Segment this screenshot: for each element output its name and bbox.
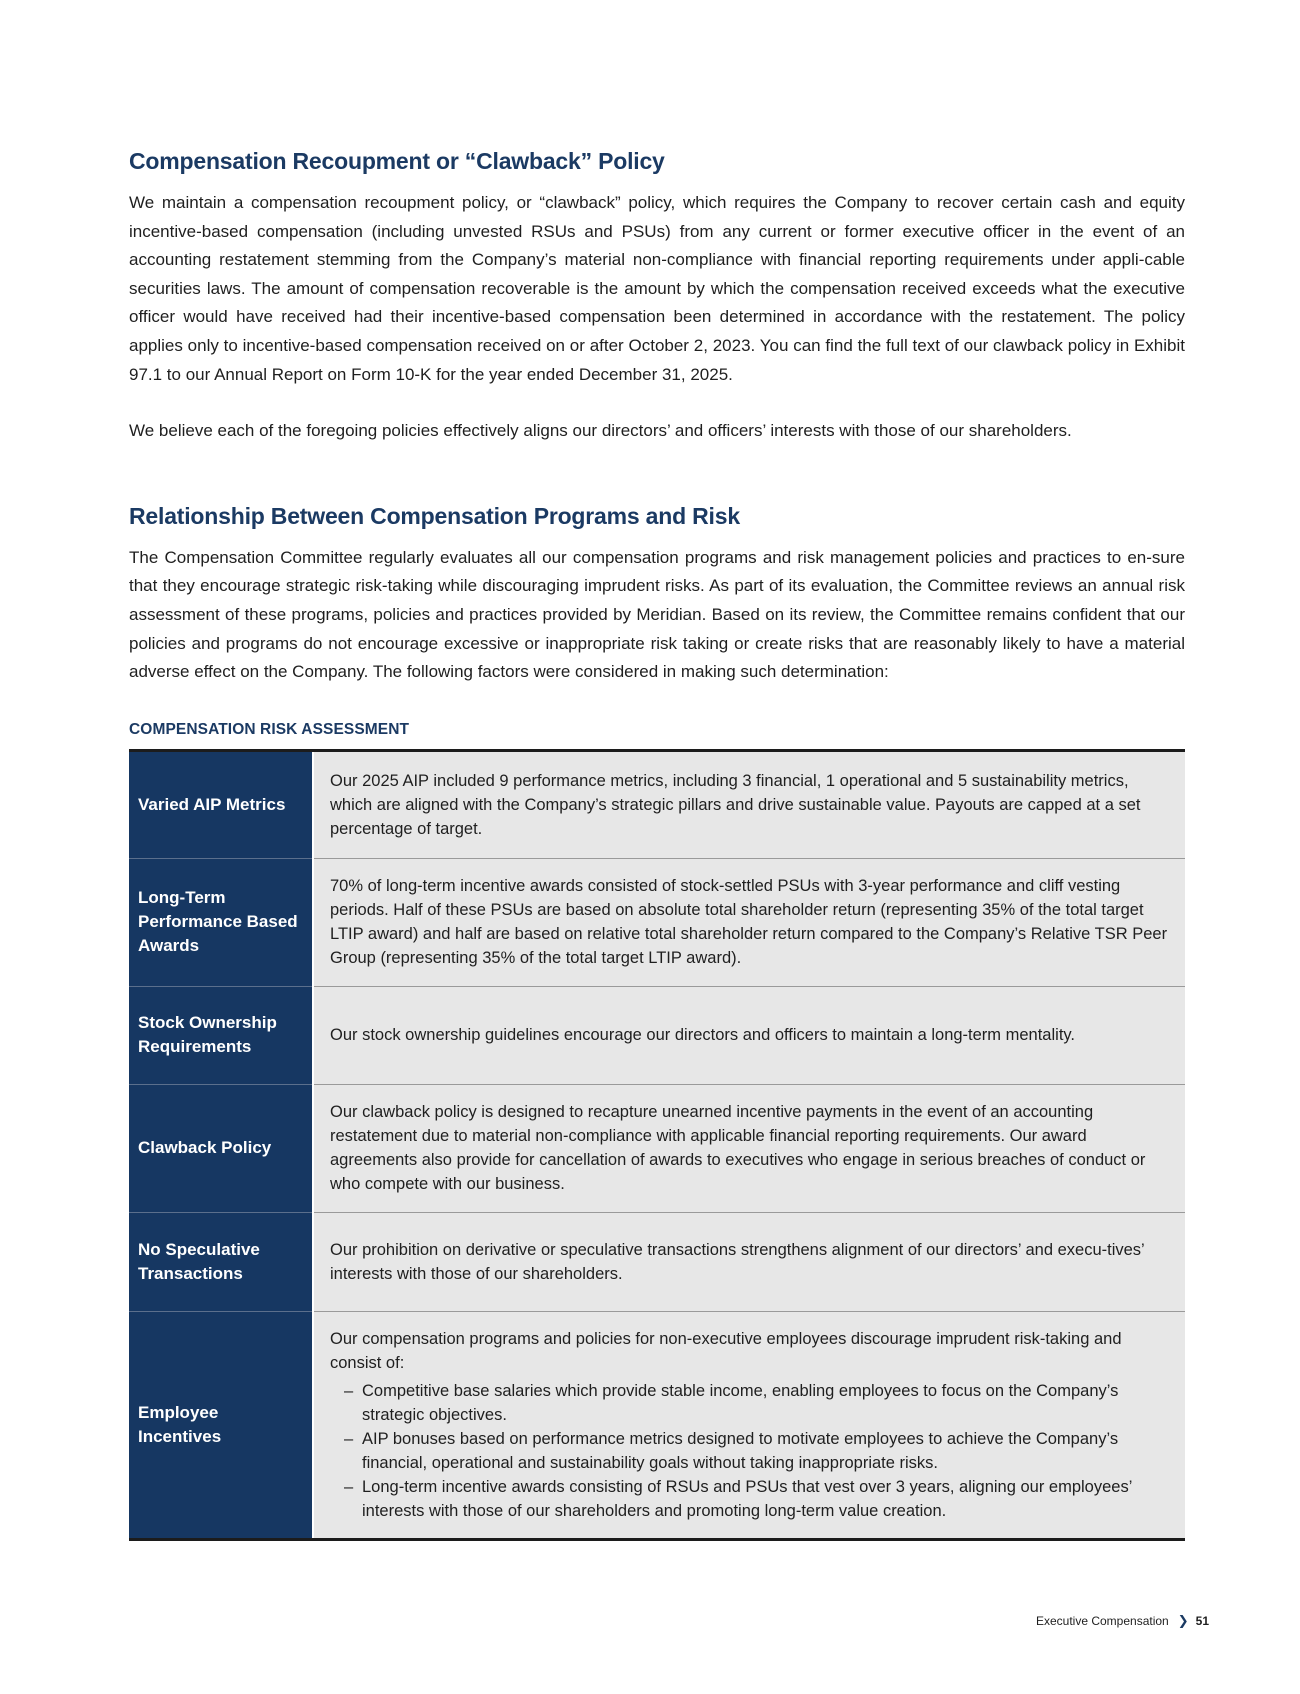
row-label: Varied AIP Metrics (129, 750, 313, 858)
chevron-right-icon: ❯ (1177, 1613, 1189, 1628)
list-item (344, 1379, 1171, 1427)
list-item-text: Competitive base salaries which provide stable income, enabling employees to focus on the Company’s strategic objectives. (362, 1381, 1119, 1424)
row-label: Stock Ownership Requirements (129, 986, 313, 1084)
page-number: 51 (1195, 1614, 1209, 1628)
page-footer (1036, 1613, 1209, 1629)
row-label: No Speculative Transactions (129, 1212, 313, 1311)
employee-incentives-list (330, 1379, 1171, 1523)
list-item (344, 1427, 1171, 1475)
table-row (129, 986, 1185, 1084)
footer-section-name: Executive Compensation (1035, 1614, 1169, 1628)
clawback-policy-heading: Compensation Recoupment or “Clawback” Policy (129, 148, 665, 174)
table-row (129, 750, 1185, 858)
clawback-policy-paragraph: We maintain a compensation recoupment policy, or “clawback” policy, which requires the Company to recover certain cash and equity incentive-based compensation (including unvested RSUs and PSUs) from any current or former executive officer in the event of an accounting restatement stemming from the Company’s material non-compliance with financial reporting requirements under appli-cable securities laws. The amount of compensation recoverable is the amount by which the compensation received exceeds what the executive officer would have received had their incentive-based compensation been determined in accordance with the restatement. The policy applies only to incentive-based compensation received on or after October 2, 2023. You can find the full text of our clawback policy in Exhibit 97.1 to our Annual Report on Form 10-K for the year ended December 31, 2025. (129, 193, 1185, 384)
row-label: Employee Incentives (129, 1311, 313, 1539)
compensation-risk-heading: Relationship Between Compensation Programs and Risk (129, 502, 740, 529)
table-row (129, 1084, 1185, 1212)
dash-bullet: – (344, 1477, 354, 1496)
table-row (129, 1311, 1185, 1539)
row-description: Our stock ownership guidelines encourage our directors and officers to maintain a long-term mentality. (313, 986, 1185, 1084)
page-content (129, 148, 1185, 1541)
row-description (313, 1311, 1185, 1539)
policies-alignment-paragraph: We believe each of the foregoing policies effectively aligns our directors’ and officers’ interests with those of our shareholders. (129, 421, 1072, 441)
row-label: Long-Term Performance Based Awards (129, 858, 313, 986)
list-item-text: AIP bonuses based on performance metrics designed to motivate employees to achieve the Company’s financial, operational and sustainability goals without taking inappropriate risks. (362, 1429, 1119, 1472)
row-description: 70% of long-term incentive awards consisted of stock-settled PSUs with 3-year performance and cliff vesting periods. Half of these PSUs are based on absolute total shareholder return (representing 35% of the total target LTIP award) and half are based on relative total shareholder return compared to the Company’s Relative TSR Peer Group (representing 35% of the total target LTIP award). (313, 858, 1185, 986)
list-item-text: Long-term incentive awards consisting of RSUs and PSUs that vest over 3 years, aligning our employees’ interests with those of our shareholders and promoting long-term value creation. (362, 1477, 1132, 1520)
risk-assessment-table-title: COMPENSATION RISK ASSESSMENT (129, 720, 410, 738)
row-description: Our 2025 AIP included 9 performance metrics, including 3 financial, 1 operational and 5 sustainability metrics, which are aligned with the Company’s strategic pillars and drive sustainable value. Payouts are capped at a set percentage of target. (313, 750, 1185, 858)
row-description: Our prohibition on derivative or speculative transactions strengthens alignment of our directors’ and execu-tives’ interests with those of our shareholders. (313, 1212, 1185, 1311)
row-description: Our clawback policy is designed to recapture unearned incentive payments in the event of an accounting restatement due to material non-compliance with applicable financial reporting requirements. Our award agreements also provide for cancellation of awards to executives who engage in serious breaches of conduct or who compete with our business. (313, 1084, 1185, 1212)
dash-bullet: – (344, 1429, 354, 1448)
row-label: Clawback Policy (129, 1084, 313, 1212)
compensation-risk-paragraph: The Compensation Committee regularly evaluates all our compensation programs and risk management policies and practices to en-sure that they encourage strategic risk-taking while discouraging imprudent risks. As part of its evaluation, the Committee reviews an annual risk assessment of these programs, policies and practices provided by Meridian. Based on its review, the Committee remains confident that our policies and programs do not encourage excessive or inappropriate risk taking or create risks that are reasonably likely to have a material adverse effect on the Company. The following factors were considered in making such determination: (129, 547, 1185, 682)
risk-assessment-table (129, 749, 1185, 1541)
table-row (129, 858, 1185, 986)
row-description-intro: Our compensation programs and policies for non-executive employees discourage imprudent risk-taking and consist of: (330, 1329, 1122, 1372)
table-row (129, 1212, 1185, 1311)
list-item (344, 1475, 1171, 1523)
dash-bullet: – (344, 1381, 354, 1400)
